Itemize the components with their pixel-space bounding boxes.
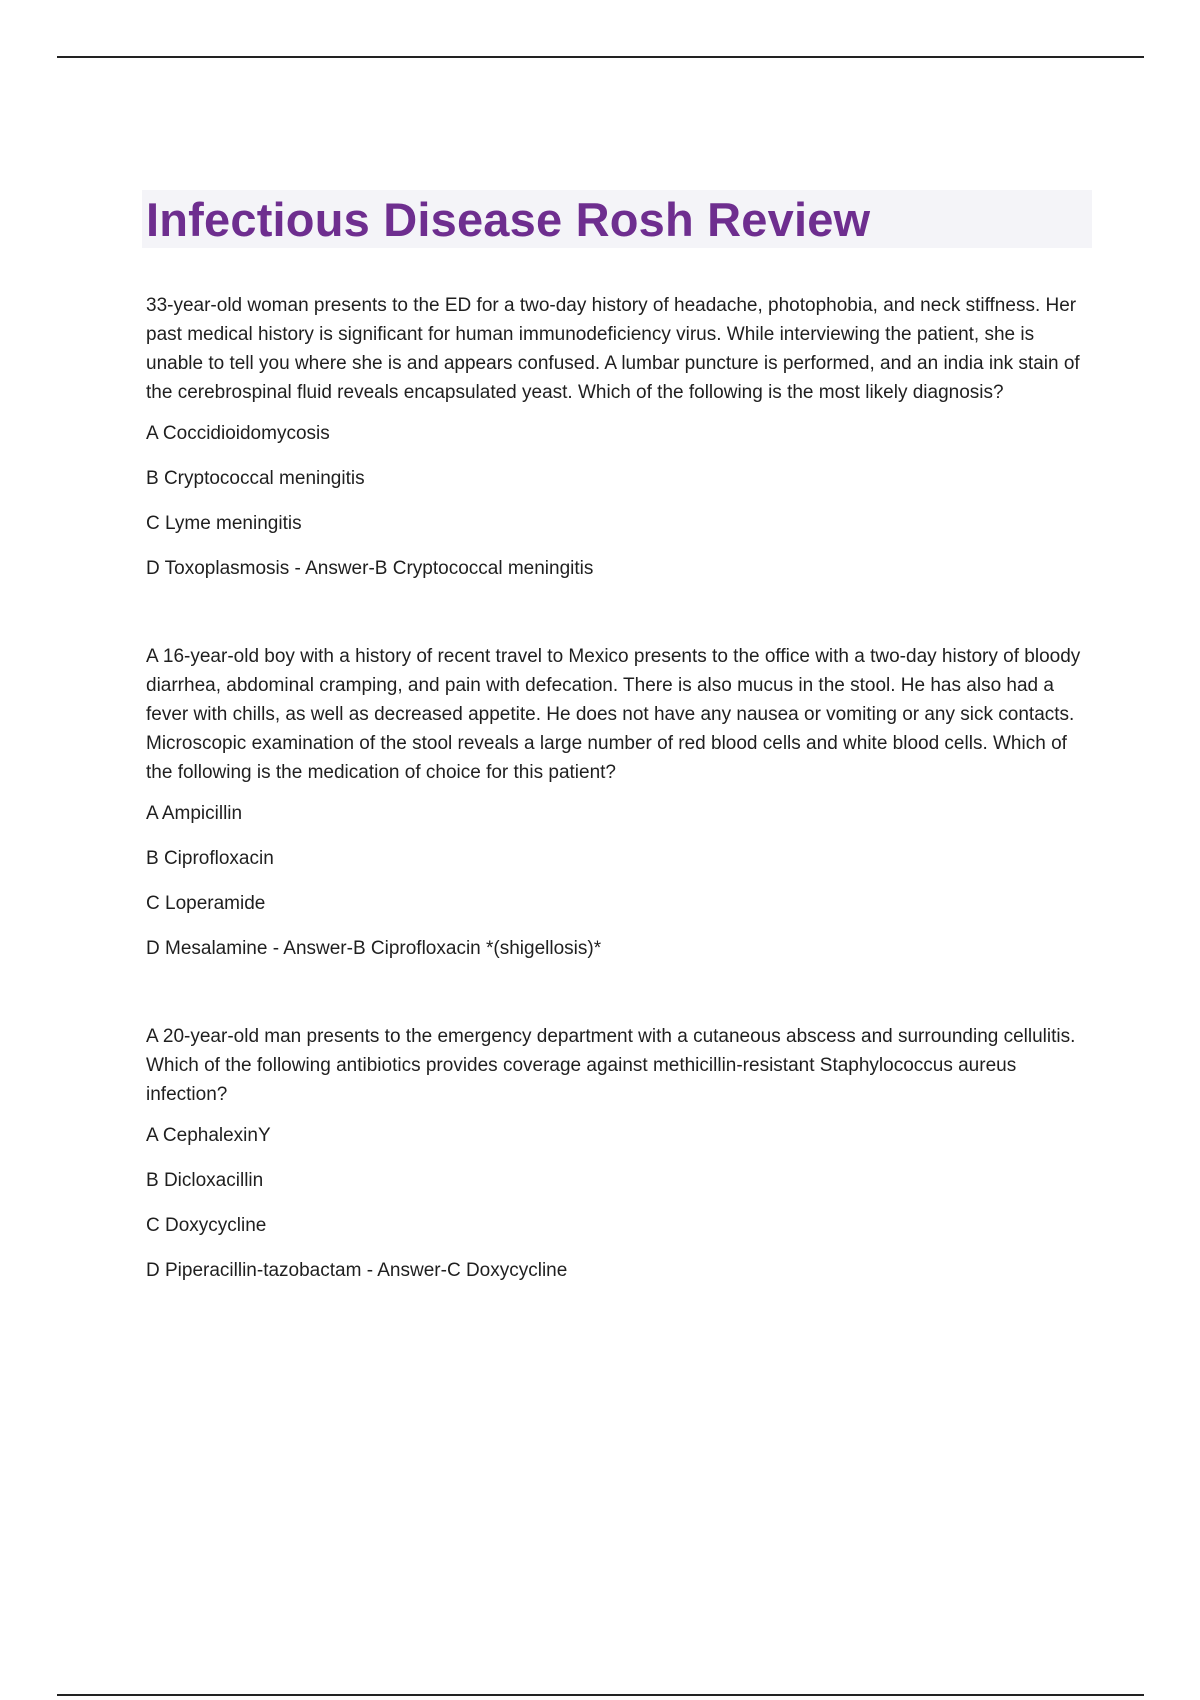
question-block-2 xyxy=(142,642,1092,963)
answer-option-b: B Ciprofloxacin xyxy=(146,848,274,869)
answer-option-a: A Coccidioidomycosis xyxy=(146,423,330,444)
question-stem: A 16-year-old boy with a history of recent travel to Mexico presents to the office with a two-day history of bloody diarrhea, abdominal cramping, and pain with defecation. There is also mucus in the stool. He has also had a fever with chills, as well as decreased appetite. He does not have any nausea or vomiting or any sick contacts. Microscopic examination of the stool reveals a large number of red blood cells and white blood cells. Which of the following is the medication of choice for this patient? xyxy=(146,646,1081,783)
question-block-3 xyxy=(142,1022,1092,1285)
answer-option-b: B Cryptococcal meningitis xyxy=(146,468,365,489)
answer-option-c: C Doxycycline xyxy=(146,1215,267,1236)
answer-option-c: C Lyme meningitis xyxy=(146,513,302,534)
answer-option-d: D Mesalamine - Answer-B Ciprofloxacin *(shigellosis)* xyxy=(146,938,602,959)
document-body xyxy=(142,190,1092,1285)
answer-option-b: B Dicloxacillin xyxy=(146,1170,264,1191)
answer-option-c: C Loperamide xyxy=(146,893,266,914)
answer-option-d: D Toxoplasmosis - Answer-B Cryptococcal meningitis xyxy=(146,558,594,579)
answer-option-a: A CephalexinY xyxy=(146,1125,271,1146)
question-stem: A 20-year-old man presents to the emergency department with a cutaneous abscess and surrounding cellulitis. Which of the following antibiotics provides coverage against methicillin-resistant Staphylococcus aureus infection? xyxy=(146,1026,1076,1105)
page-top-rule xyxy=(57,56,1144,58)
question-stem: 33-year-old woman presents to the ED for a two-day history of headache, photophobia, and neck stiffness. Her past medical history is significant for human immunodeficiency virus. While interviewing the patient, she is unable to tell you where she is and appears confused. A lumbar puncture is performed, and an india ink stain of the cerebrospinal fluid reveals encapsulated yeast. Which of the following is the most likely diagnosis? xyxy=(146,295,1080,403)
document-title: Infectious Disease Rosh Review xyxy=(146,192,871,246)
answer-option-d: D Piperacillin-tazobactam - Answer-C Doxycycline xyxy=(146,1260,568,1281)
question-block-1 xyxy=(142,291,1092,583)
page-bottom-rule xyxy=(57,1694,1144,1696)
answer-option-a: A Ampicillin xyxy=(146,803,243,824)
title-band xyxy=(142,190,1092,248)
